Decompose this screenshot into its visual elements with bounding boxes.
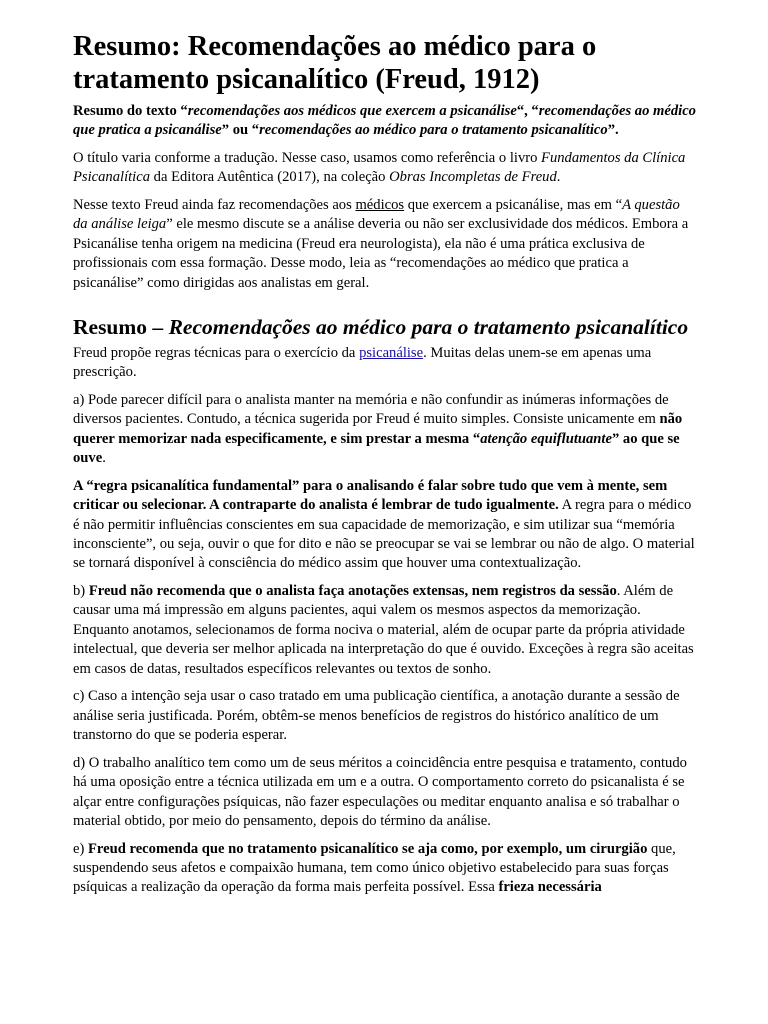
intro-lead: Resumo do texto “ bbox=[73, 103, 188, 119]
lay-analysis-title: A questão da análise leiga bbox=[73, 197, 680, 233]
item-b-paragraph bbox=[73, 582, 697, 679]
intro-title-2: recomendações ao médico que pratica a psicanálise bbox=[73, 103, 696, 139]
psicanalise-link[interactable]: psicanálise bbox=[359, 345, 424, 362]
fundamental-rule-bold: A “regra psicanalítica fundamental” para o analisando é falar sobre tudo que vem à mente, sem criticar ou selecionar. A contraparte do analista é lembrar de tudo igualmente. bbox=[73, 477, 668, 514]
item-a-end: . bbox=[102, 450, 106, 467]
attention-term: atenção equiflutuante bbox=[480, 430, 612, 447]
rules-paragraph bbox=[73, 344, 697, 383]
intro-title-3: recomendações ao médico para o tratamento psicanalítico bbox=[259, 122, 608, 139]
collection-title: Obras Incompletas de Freud bbox=[389, 169, 557, 186]
intro-sep-2: ” ou “ bbox=[221, 122, 260, 139]
fundamental-rule-text: A regra para o médico é não permitir influências conscientes em sua capacidade de memorização, e sim utilizar sua “memória inconsciente”, ou seja, ouvir o que for dito e não se preocupar se vai se lembrar ou não de algo. O material se tornará disponível à consciência do médico assim que houver uma contextualização. bbox=[73, 497, 695, 572]
intro-end: ”. bbox=[607, 122, 619, 139]
item-a-bold-2: ” ao que se ouve bbox=[73, 430, 680, 467]
section-prefix: Resumo – bbox=[73, 315, 169, 340]
item-a-paragraph bbox=[73, 391, 697, 469]
section-italic-title: Recomendações ao médico para o tratamento psicanalítico bbox=[168, 315, 689, 340]
item-b-marker: b) bbox=[73, 583, 89, 600]
medicos-link[interactable]: médicos bbox=[355, 197, 405, 213]
doctors-text-b: que exercem a psicanálise, mas em “ bbox=[404, 197, 623, 213]
item-e-text: que, suspendendo seus afetos e compaixão humana, tem como único objetivo estabelecido para suas forças psíquicas a realização da operação da forma mais perfeita possível. Essa bbox=[73, 840, 676, 896]
fundamental-rule-paragraph bbox=[73, 477, 697, 574]
title-varies-text-a: O título varia conforme a tradução. Nesse caso, usamos como referência o livro bbox=[73, 150, 542, 166]
title-varies-paragraph bbox=[73, 149, 697, 188]
section-heading bbox=[73, 315, 697, 339]
title-line-1: Resumo: Recomendações ao médico para o bbox=[73, 31, 597, 62]
rules-text-a: Freud propõe regras técnicas para o exercício da bbox=[73, 345, 360, 362]
item-b-bold: Freud não recomenda que o analista faça anotações extensas, nem registros da sessão bbox=[88, 583, 617, 600]
item-b-text: . Além de causar uma má impressão em alguns pacientes, aqui valem os mesmos aspectos da memorização. Enquanto anotamos, selecionamos de forma nociva o material, além de ocupar parte da própria atividade intelectual, que deveria ser melhor aplicada na interpretação do que é ouvido. Exceções à regra são aceitas em casos de datas, resultados específicos relevantes ou textos de sonho. bbox=[73, 583, 694, 677]
title-line-2: tratamento psicanalítico (Freud, 1912) bbox=[73, 64, 540, 95]
item-c-paragraph: c) Caso a intenção seja usar o caso tratado em uma publicação científica, a anotação durante a sessão de análise seria justificada. Porém, obtêm-se menos benefícios de registros do histórico analítico de um transtorno do que se poderia esperar. bbox=[73, 688, 680, 744]
item-a-text: a) Pode parecer difícil para o analista manter na memória e não confundir as inúmeras informações de diversos pacientes. Contudo, a técnica sugerida por Freud é muito simples. Consiste unicamente em bbox=[73, 392, 669, 428]
item-e-paragraph bbox=[73, 840, 697, 898]
book-title: Fundamentos da Clínica Psicanalítica bbox=[73, 150, 686, 186]
doctors-text-a: Nesse texto Freud ainda faz recomendações aos bbox=[73, 197, 356, 213]
rules-text-b: . Muitas delas unem-se em apenas uma prescrição. bbox=[73, 345, 652, 381]
intro-title-1: recomendações aos médicos que exercem a psicanálise bbox=[187, 103, 517, 119]
title-varies-text-c: . bbox=[556, 169, 561, 186]
item-a-bold-1: não querer memorizar nada especificamente, e sim prestar a mesma “ bbox=[73, 411, 683, 447]
doctors-paragraph bbox=[73, 196, 697, 293]
doctors-text-c: ” ele mesmo discute se a análise deveria ou não ser exclusividade dos médicos. Embora a Psicanálise tenha origem na medicina (Freud era neurologista), ela não é uma prática exclusiva de profissionais com essa formação. Desse modo, leia as “recomendações ao médico que pratica a psicanálise” como dirigidas aos analistas em geral. bbox=[73, 216, 689, 291]
item-e-bold: Freud recomenda que no tratamento psicanalítico se aja como, por exemplo, um cirurgião bbox=[88, 840, 648, 857]
intro-paragraph bbox=[73, 102, 697, 141]
intro-sep-1: “, “ bbox=[516, 103, 539, 119]
item-e-bold-2: frieza necessária bbox=[498, 879, 602, 896]
document-page bbox=[73, 0, 697, 898]
title-varies-text-b: da Editora Autêntica (2017), na coleção bbox=[150, 169, 390, 186]
page-title bbox=[73, 30, 697, 96]
item-e-marker: e) bbox=[73, 840, 88, 857]
item-d-paragraph: d) O trabalho analítico tem como um de seus méritos a coincidência entre pesquisa e tratamento, contudo há uma oposição entre a técnica utilizada em um e a outra. O comportamento correto do psicanalista é se alçar entre configurações psíquicas, não fazer especulações ou meditar enquanto analisa e só trabalhar o material obtido, por meio do pensamento, depois do término da análise. bbox=[73, 754, 687, 829]
